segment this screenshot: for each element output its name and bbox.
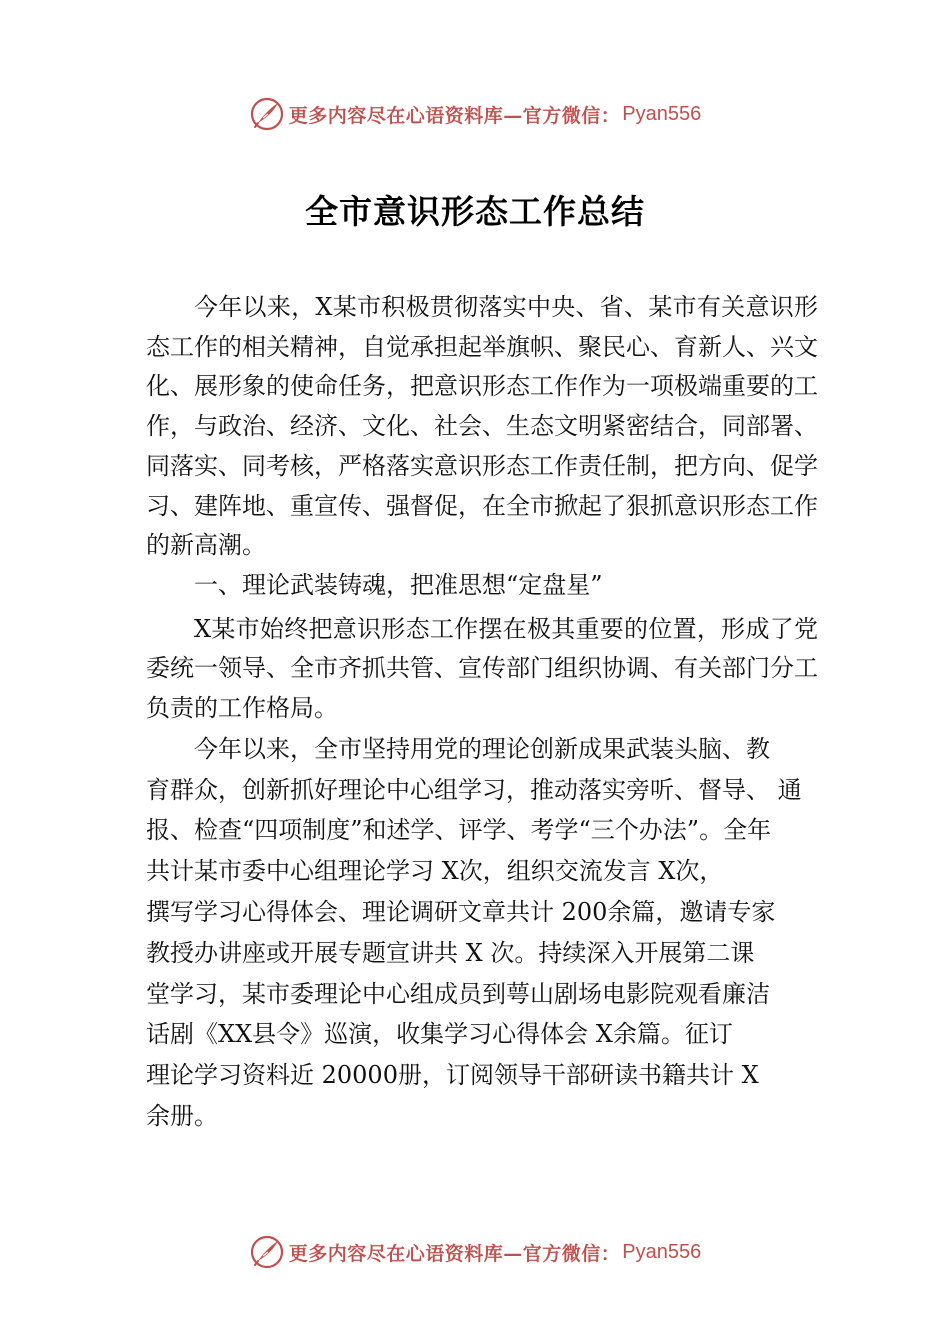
- section-paragraph-2: [146, 729, 818, 1137]
- text-line: 话剧《XX县令》巡演，收集学习心得体会 X余篇。征订: [146, 1020, 733, 1049]
- banner-wechat-id: Pyan556: [622, 102, 702, 125]
- text-line: 堂学习，某市委理论中心组成员到萼山剧场电影院观看廉洁: [146, 979, 770, 1008]
- banner-text: 更多内容尽在心语资料库—官方微信：: [288, 1242, 621, 1265]
- text-line: 撰写学习心得体会、理论调研文章共计 200余篇，邀请专家: [146, 897, 776, 926]
- banner-text: 更多内容尽在心语资料库—官方微信：: [288, 104, 621, 127]
- intro-paragraph: 今年以来，X某市积极贯彻落实中央、省、某市有关意识形态工作的相关精神，自觉承担起举旗帜、聚民心、育新人、兴文化、展形象的使命任务，把意识形态工作作为一项极端重要的工作，与政治、经济、文化、社会、生态文明紧密结合，同部署、同落实、同考核，严格落实意识形态工作责任制，把方向、促学习、建阵地、重宣传、强督促，在全市掀起了狠抓意识形态工作的新高潮。: [146, 293, 818, 560]
- text-line: 育群众，创新抓好理论中心组学习，推动落实旁听、督导、 通: [146, 775, 802, 804]
- document-title: 全市意识形态工作总结: [305, 192, 645, 231]
- footer-watermark-banner: [0, 1232, 950, 1272]
- text-line: 余册。: [146, 1101, 218, 1130]
- text-line: 教授办讲座或开展专题宣讲共 X 次。持续深入开展第二课: [146, 938, 755, 967]
- text-line: 报、检查“四项制度”和述学、评学、考学“三个办法”。全年: [146, 816, 772, 845]
- text-line: 共计某市委中心组理论学习 X次，组织交流发言 X次，: [146, 857, 724, 886]
- header-watermark-banner: [0, 94, 950, 134]
- document-body: [146, 288, 818, 1137]
- section-paragraph-1: X某市始终把意识形态工作摆在极其重要的位置，形成了党委统一领导、全市齐抓共管、宣传部门组织协调、有关部门分工负责的工作格局。: [146, 614, 818, 723]
- section-heading: 一、理论武装铸魂，把准思想“定盘星”: [194, 570, 603, 599]
- text-line: 理论学习资料近 20000册，订阅领导干部研读书籍共计 X: [146, 1061, 759, 1090]
- quill-pen-logo-icon: [249, 96, 285, 132]
- quill-pen-logo-icon: [249, 1234, 285, 1270]
- text-line: 今年以来，全市坚持用党的理论创新成果武装头脑、教: [194, 734, 770, 763]
- banner-wechat-id: Pyan556: [622, 1240, 702, 1263]
